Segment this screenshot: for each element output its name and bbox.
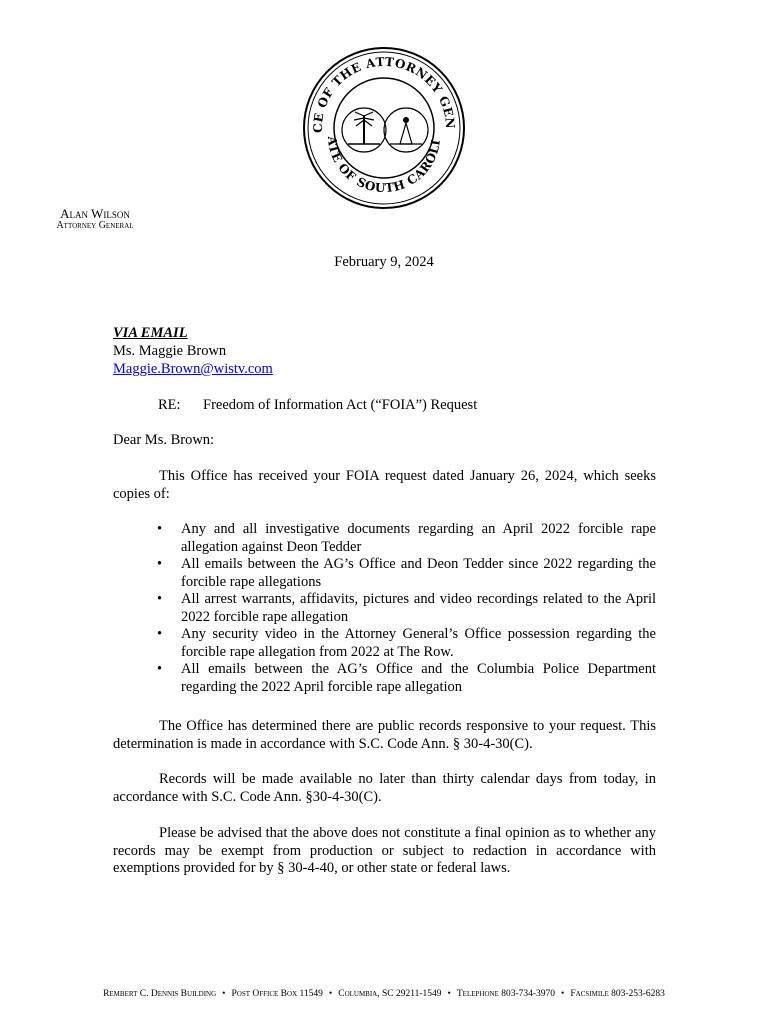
request-list <box>113 521 656 696</box>
footer-separator: • <box>328 989 333 999</box>
salutation: Dear Ms. Brown: <box>113 432 215 448</box>
bullet-icon: • <box>157 521 163 537</box>
list-item-text: All emails between the AG’s Office and the Columbia Police Department regarding the 2022 April forcible rape allegation <box>181 661 656 695</box>
intro-paragraph: This Office has received your FOIA request dated January 26, 2024, which seeks copies of: <box>113 468 656 502</box>
list-item-text: Any security video in the Attorney General’s Office possession regarding the forcible rape allegation from 2022 at The Row. <box>181 626 656 660</box>
list-item-text: All emails between the AG’s Office and Deon Tedder since 2022 regarding the forcible rape allegations <box>181 556 656 590</box>
footer-separator: • <box>222 989 226 999</box>
bullet-icon: • <box>157 661 163 677</box>
footer-building: Rembert C. Dennis Building <box>103 989 217 999</box>
advisory-paragraph: Please be advised that the above does not constitute a final opinion as to whether any records may be exempt from production or subject to redaction in accordance with exemptions provided for by § 30-4-40, or other state or federal laws. <box>113 825 656 876</box>
availability-paragraph: Records will be made available no later than thirty calendar days from today, in accordance with S.C. Code Ann. §30-4-30(C). <box>113 771 656 805</box>
letterhead-footer <box>0 989 768 999</box>
subject-text: Freedom of Information Act (“FOIA”) Request <box>203 397 478 413</box>
footer-separator: • <box>447 989 451 999</box>
bullet-icon: • <box>157 591 163 607</box>
footer-telephone: Telephone 803-734-3970 <box>456 989 556 999</box>
list-item <box>113 626 656 661</box>
svg-text:OFFICE OF THE ATTORNEY GENERAL: CE OF THE ATTORNEY GEN <box>310 54 458 133</box>
list-item <box>113 556 656 591</box>
list-item <box>113 661 656 696</box>
sender-title: Attorney General <box>56 219 134 231</box>
seal-emblem-icon <box>302 46 466 210</box>
list-item <box>113 521 656 556</box>
footer-separator: • <box>561 989 565 999</box>
list-item <box>113 591 656 626</box>
delivery-method: VIA EMAIL <box>113 325 188 341</box>
attorney-general-seal <box>302 46 466 210</box>
sender-name: Alan Wilson <box>60 206 130 221</box>
bullet-icon: • <box>157 626 163 642</box>
recipient-name: Ms. Maggie Brown <box>113 343 227 359</box>
subject-label: RE: <box>158 397 181 413</box>
bullet-icon: • <box>157 556 163 572</box>
svg-text:STATE OF SOUTH CAROLINA: ATE OF SOUTH CAROLI <box>324 135 443 196</box>
list-item-text: All arrest warrants, affidavits, pictures and video recordings related to the April 2022 forcible rape allegation <box>181 591 656 625</box>
footer-facsimile: Facsimile 803-253-6283 <box>570 989 665 999</box>
letter-date: February 9, 2024 <box>334 254 434 270</box>
footer-city: Columbia, SC 29211-1549 <box>338 989 442 999</box>
sender-block <box>40 207 150 231</box>
recipient-email-link[interactable]: Maggie.Brown@wistv.com <box>113 361 273 377</box>
footer-po-box: Post Office Box 11549 <box>231 989 323 999</box>
list-item-text: Any and all investigative documents regarding an April 2022 forcible rape allegation against Deon Tedder <box>181 521 656 555</box>
determination-paragraph: The Office has determined there are public records responsive to your request. This determination is made in accordance with S.C. Code Ann. § 30-4-30(C). <box>113 718 656 752</box>
